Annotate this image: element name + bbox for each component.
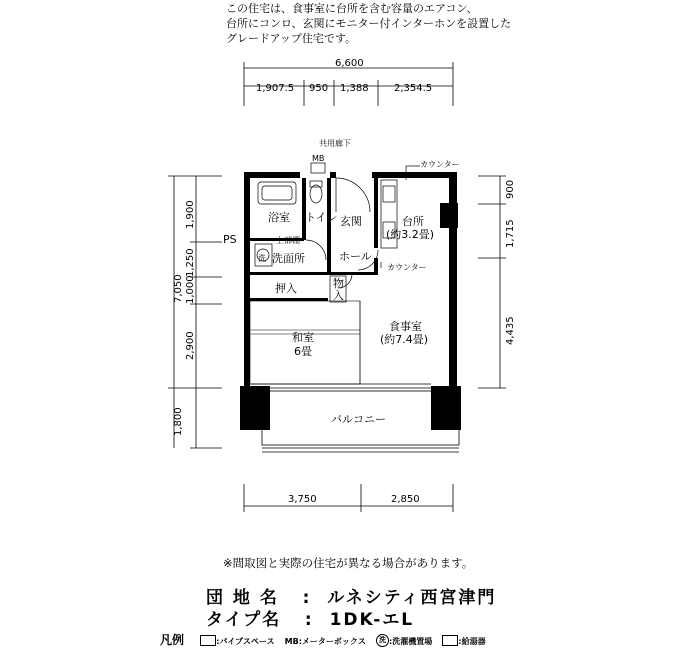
bath-label: 浴室 (268, 211, 290, 224)
water-heater-icon (442, 635, 458, 646)
storage-label-1: 物 (333, 277, 344, 290)
bathtub-icon (258, 182, 296, 204)
toilet-label: トイレ (305, 211, 338, 224)
dim-left-3: 1,000 (185, 275, 196, 304)
ps-label: PS (223, 233, 237, 246)
danchi-separator: : (302, 588, 312, 608)
dim-left-4: 2,900 (185, 331, 196, 360)
dim-right-1: 900 (505, 179, 516, 199)
dim-bottom-1: 3,750 (288, 494, 317, 505)
entrance-label: 玄関 (340, 215, 362, 228)
dining-label: 食事室 (389, 320, 422, 333)
toilet-icon (310, 185, 322, 203)
balcony-sash (250, 384, 431, 388)
legend-pipe-space: :パイプスペース (216, 637, 275, 646)
balcony-label: バルコニー (331, 413, 386, 426)
counter-label-top: カウンター (420, 160, 460, 169)
dim-top-3: 1,388 (340, 83, 369, 94)
storage-label-2: 入 (333, 289, 344, 302)
kitchen-label: 台所 (402, 215, 424, 228)
description-line-1: この住宅は、食事室に台所を含む容量のエアコン、 (226, 2, 478, 15)
dining-size-label: (約7.4畳) (380, 333, 429, 346)
mb-label: MB (312, 154, 325, 163)
danchi-name-label: 団 地 名 (206, 588, 279, 608)
type-separator: : (304, 610, 314, 630)
entrance-door-icon (336, 178, 370, 212)
dim-top-2: 950 (309, 83, 329, 94)
kitchen-size-label: (約3.2畳) (386, 228, 435, 241)
wash-mark-icon: 洗 (376, 634, 389, 647)
danchi-name-value: ルネシティ西宮津門 (327, 588, 497, 608)
legend-water-heater: :給湯器 (458, 637, 486, 646)
dim-right-2: 1,715 (505, 219, 516, 248)
meter-box-icon (311, 163, 325, 173)
description-line-3: グレードアップ住宅です。 (226, 32, 357, 45)
type-name-row (206, 605, 414, 630)
washitsu-size-label: 6畳 (294, 345, 312, 358)
type-name-value: 1DK-エL (329, 610, 415, 630)
pipe-space-icon (200, 635, 216, 646)
wash-mark: 洗 (258, 254, 266, 263)
dim-left-total: 7,050 (173, 274, 184, 303)
upper-shelf-label: 上部棚 (276, 236, 300, 245)
dim-left-2: 1,250 (185, 248, 196, 277)
closet-label: 押入 (275, 282, 297, 295)
corridor-label: 共用廊下 (319, 139, 351, 148)
legend (160, 631, 486, 648)
legend-mb: MB:メーターボックス (284, 637, 366, 646)
legend-wash: :洗濯機置場 (389, 637, 433, 646)
hall-label: ホール (339, 250, 372, 263)
legend-title: 凡例 (160, 633, 185, 647)
dim-right-3: 4,435 (505, 316, 516, 345)
dim-left-1: 1,900 (185, 200, 196, 229)
dim-top-4: 2,354.5 (394, 83, 433, 94)
dim-left-5: 1,800 (173, 407, 184, 436)
dim-bottom-2: 2,850 (391, 494, 420, 505)
dim-top-total: 6,600 (335, 58, 364, 69)
washroom-label: 洗面所 (272, 252, 305, 265)
type-name-label: タイプ名 (206, 610, 282, 630)
washitsu-label: 和室 (292, 331, 314, 344)
disclaimer-note: ※間取図と実際の住宅が異なる場合があります。 (223, 556, 474, 570)
counter-label-mid: カウンター (387, 263, 427, 272)
stove-icon (383, 186, 395, 202)
description-line-2: 台所にコンロ、玄関にモニター付インターホンを設置した (226, 17, 512, 30)
dim-top-1: 1,907.5 (256, 83, 295, 94)
